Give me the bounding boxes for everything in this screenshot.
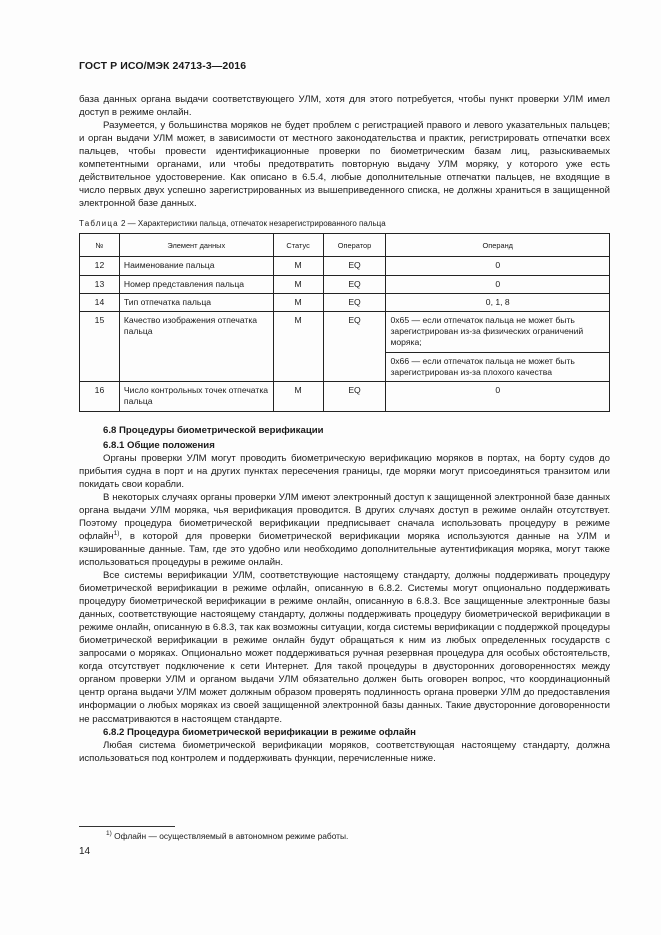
- operand-option-0x66: 0x66 — если отпечаток пальца не может быть зарегистрирован из-за плохого качества: [390, 355, 575, 377]
- footnote-text: Офлайн — осуществляемый в автономном режиме работы.: [111, 831, 349, 841]
- finger-characteristics-table: [79, 233, 610, 411]
- paragraph: база данных органа выдачи соответствующего УЛМ, хотя для этого потребуется, чтобы пункт проверки УЛМ имел доступ в режиме онлайн.: [79, 94, 610, 119]
- paragraph: [79, 491, 610, 569]
- table-caption-text: 2 — Характеристики пальца, отпечаток незарегистрированного пальца: [118, 219, 386, 229]
- paragraph-text: , в которой для проверки биометрической верификации моряка используются данные на УЛМ и кэшированные данные. Там, где это удобно или необходимо дополнительные аутентификация моряка, могут также использоваться процедуры в режиме онлайн.: [79, 530, 610, 568]
- table-header-row: [80, 234, 610, 257]
- cell-number: 16: [80, 382, 120, 411]
- cell-status: M: [273, 275, 323, 293]
- table-row: [80, 275, 610, 293]
- footnote-mark: 1): [106, 830, 112, 838]
- cell-operand: 0: [386, 382, 610, 411]
- paragraph-text: В некоторых случаях органы проверки УЛМ имеют электронный доступ к защищенной электронной базе данных органа выдачи УЛМ моряка, чья верификация проводится. В других случаях доступ в режиме онлайн отсутствует. Поэтому процедура биометрической верификации предписывает сначала использовать процедуру в режиме офлайн: [79, 491, 610, 542]
- column-header-operator: Оператор: [323, 234, 386, 257]
- cell-operand: [386, 312, 610, 382]
- paragraph: Любая система биометрической верификации моряков, соответствующая настоящему стандарту, должна использоваться под контролем и поддерживать функции, перечисленные ниже.: [79, 739, 610, 764]
- cell-status: M: [273, 382, 323, 411]
- cell-operand: 0: [386, 257, 610, 275]
- document-header: ГОСТ Р ИСО/МЭК 24713-3—2016: [79, 60, 247, 72]
- cell-status: M: [273, 293, 323, 311]
- cell-status: M: [273, 257, 323, 275]
- table-caption: [79, 217, 610, 230]
- cell-number: 12: [80, 257, 120, 275]
- column-header-status: Статус: [273, 234, 323, 257]
- cell-operator: EQ: [323, 312, 386, 382]
- cell-element: Число контрольных точек отпечатка пальца: [119, 382, 273, 411]
- page-number: 14: [79, 846, 91, 857]
- footnote-divider: [79, 826, 175, 827]
- cell-element: Тип отпечатка пальца: [119, 293, 273, 311]
- table-row: [80, 257, 610, 275]
- operand-option-0x65: 0x65 — если отпечаток пальца не может быть зарегистрирован из-за физических ограничений моряка;: [390, 315, 584, 348]
- paragraph: Разумеется, у большинства моряков не будет проблем с регистрацией правого и левого указательных пальцев; и орган выдачи УЛМ может, в зависимости от местного законодательства и практик, регистрировать отпечатки всех пальцев, чтобы провести идентификационные проверки по биометрическим базам лиц, разыскиваемых компетентными органами, или чтобы предотвратить повторную выдачу УЛМ моряку, у которого уже есть действительное удостоверение. Как описано в 6.5.4, любые дополнительные отпечатки пальцев, не входящие в число первых двух успешно зарегистрированных из вышеприведенного списка, не должны храниться в защищенной электронной базе данных.: [79, 120, 610, 210]
- paragraph: Органы проверки УЛМ могут проводить биометрическую верификацию моряков в портах, на борту судов до прибытия судна в порт и на других пунктах пересечения границы, где моряки могут присоединяться транзитом или покидать свои корабли.: [79, 452, 610, 490]
- section-heading: 6.8 Процедуры биометрической верификации: [103, 424, 324, 436]
- cell-element: Качество изображения отпечатка пальца: [119, 312, 273, 382]
- cell-operator: EQ: [323, 275, 386, 293]
- cell-operator: EQ: [323, 382, 386, 411]
- cell-number: 13: [80, 275, 120, 293]
- column-header-operand: Операнд: [386, 234, 610, 257]
- subsection-heading: 6.8.2 Процедура биометрической верификации в режиме офлайн: [103, 726, 416, 738]
- cell-element: Наименование пальца: [119, 257, 273, 275]
- cell-number: 14: [80, 293, 120, 311]
- subsection-heading: 6.8.1 Общие положения: [103, 439, 215, 451]
- table-caption-prefix: Таблица: [79, 219, 119, 229]
- cell-operand: 0, 1, 8: [386, 293, 610, 311]
- cell-status: M: [273, 312, 323, 382]
- footnote: [106, 831, 348, 841]
- table-row: [80, 382, 610, 411]
- footnote-reference: 1): [113, 529, 120, 537]
- table-row: [80, 312, 610, 382]
- cell-operand: 0: [386, 275, 610, 293]
- cell-operator: EQ: [323, 257, 386, 275]
- cell-element: Номер представления пальца: [119, 275, 273, 293]
- column-header-number: №: [80, 234, 120, 257]
- paragraph: Все системы верификации УЛМ, соответствующие настоящему стандарту, должны поддерживать процедуру биометрической верификации в режиме офлайн, описанную в 6.8.2. Системы могут опционально поддерживать процедуру биометрической верификации в режиме онлайн, описанную в 6.8.3. Все защищенные электронные базы данных, соответствующие настоящему стандарту, должны поддерживать процедуру биометрической верификации в режиме онлайн, описанную в 6.8.3, так как возможны ситуации, когда системы верификации с поддержкой процедуры биометрической верификации в режиме онлайн будут обращаться к ним из любых определенных государств с запросами о моряках. Опционально может поддерживаться ручная резервная процедура для особых обстоятельств, когда отсутствует подключение к сети Интернет. Для такой процедуры в двусторонних договоренностях между органом проверки УЛМ и органом выдачи УЛМ обязательно должен быть оговорен вопрос, что координационный центр органа выдачи УЛМ может должным образом проверять подлинность органа проверки УЛМ до предоставления информации о любых моряках из своей защищенной электронной базы данных. Такие двусторонние договоренности не рассматриваются в настоящем стандарте.: [79, 570, 610, 725]
- column-header-element: Элемент данных: [119, 234, 273, 257]
- operand-divider: [386, 352, 609, 353]
- cell-number: 15: [80, 312, 120, 382]
- cell-operator: EQ: [323, 293, 386, 311]
- table-row: [80, 293, 610, 311]
- main-content: [79, 93, 610, 765]
